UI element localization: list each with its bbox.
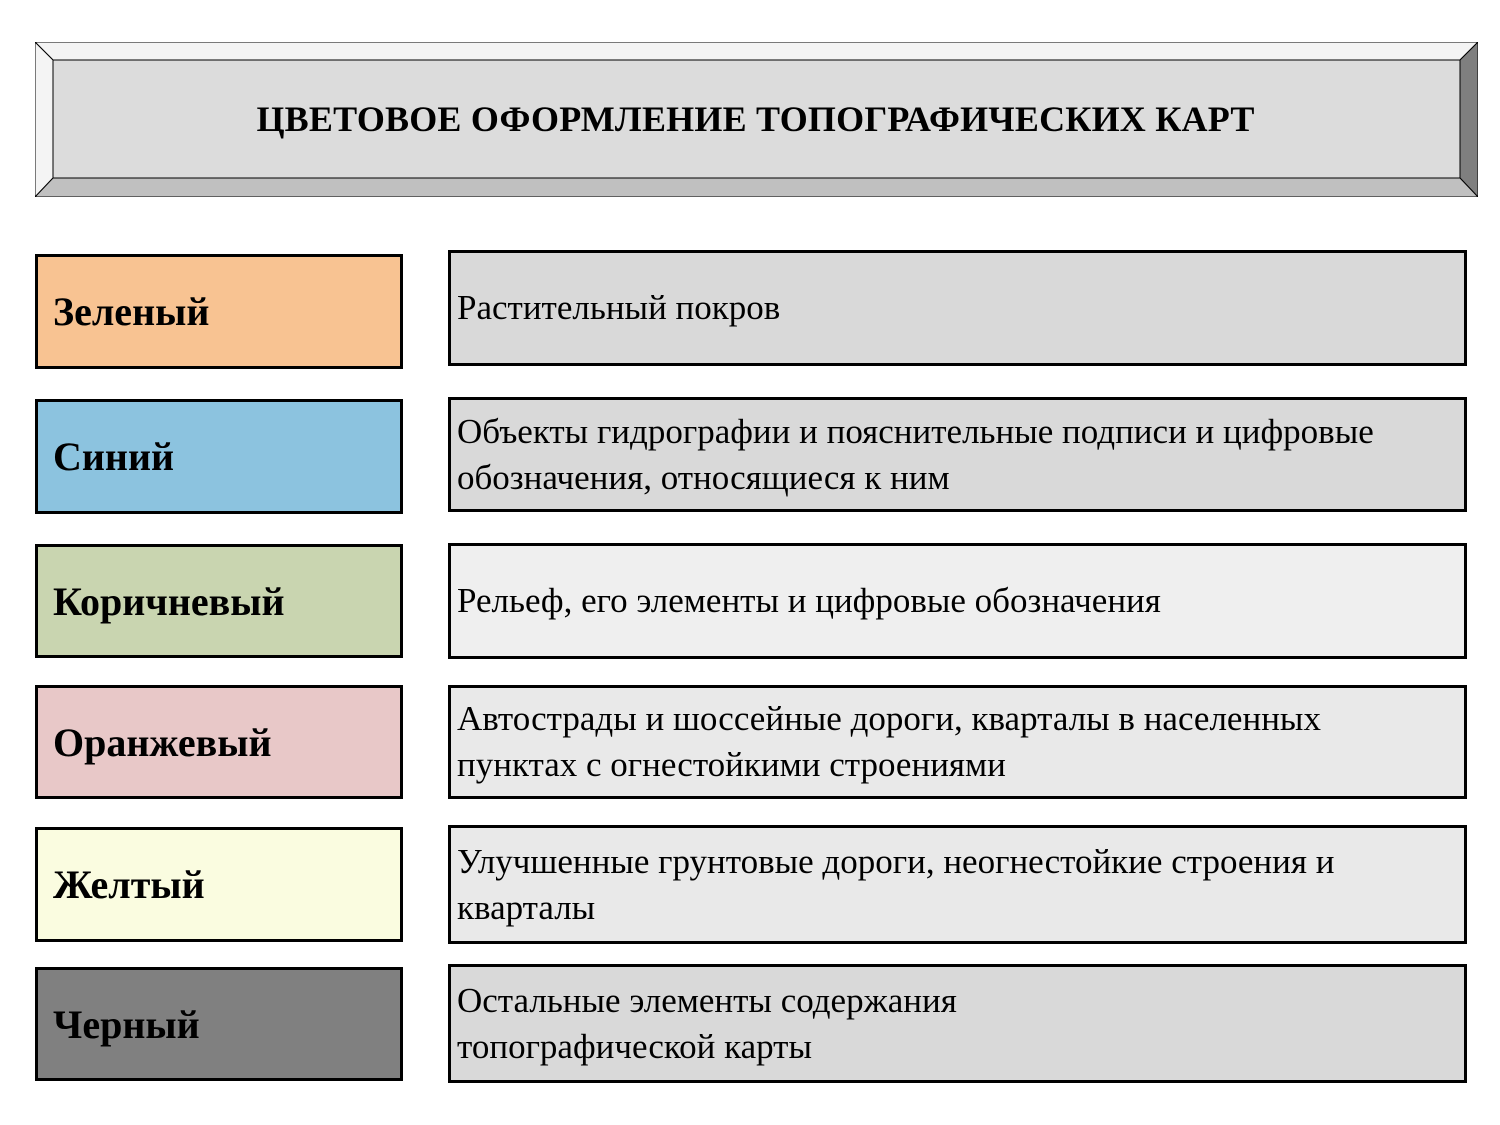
- color-swatch: Коричневый: [35, 544, 403, 658]
- color-description: [448, 543, 1467, 659]
- color-swatch: Оранжевый: [35, 685, 403, 799]
- description-line: Растительный покров: [457, 288, 781, 327]
- title-banner: [35, 42, 1478, 197]
- color-description: [448, 397, 1467, 512]
- color-swatch: Черный: [35, 967, 403, 1081]
- description-line: кварталы: [457, 887, 596, 927]
- description-line: Рельеф, его элементы и цифровые обозначения: [457, 581, 1161, 620]
- color-description: [448, 250, 1467, 366]
- color-swatch: Желтый: [35, 827, 403, 942]
- description-line: обозначения, относящиеся к ним: [457, 457, 950, 497]
- description-line: топографической карты: [457, 1026, 812, 1066]
- color-description: [448, 825, 1467, 944]
- color-description: [448, 685, 1467, 799]
- description-line: Автострады и шоссейные дороги, кварталы в населенных: [457, 699, 1321, 738]
- color-swatch: Зеленый: [35, 254, 403, 369]
- color-description: [448, 964, 1467, 1083]
- color-swatch: Синий: [35, 399, 403, 514]
- description-line: Объекты гидрографии и пояснительные подписи и цифровые: [457, 411, 1374, 451]
- diagram-title: ЦВЕТОВОЕ ОФОРМЛЕНИЕ ТОПОГРАФИЧЕСКИХ КАРТ: [256, 99, 1255, 139]
- description-line: Остальные элементы содержания: [457, 980, 957, 1020]
- description-line: Улучшенные грунтовые дороги, неогнестойкие строения и: [457, 841, 1335, 881]
- description-line: пунктах с огнестойкими строениями: [457, 745, 1006, 784]
